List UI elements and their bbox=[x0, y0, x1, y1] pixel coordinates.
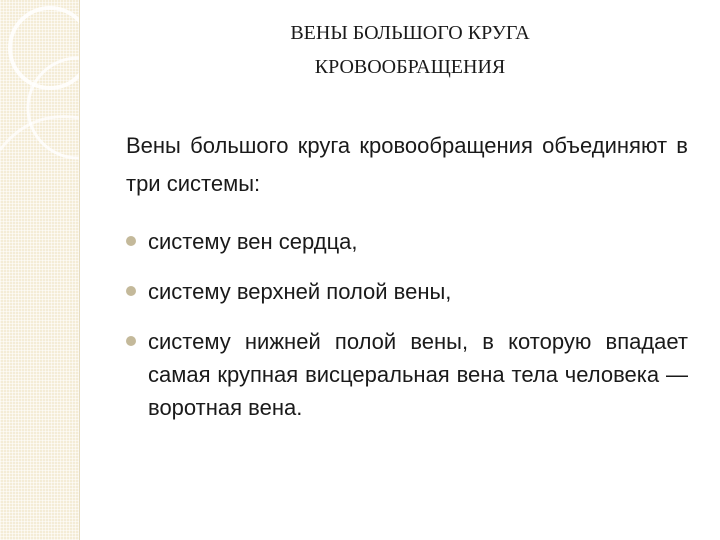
bullet-text: систему верхней полой вены, bbox=[148, 279, 452, 304]
bullet-list bbox=[126, 225, 688, 424]
title-line-2: КРОВООБРАЩЕНИЯ bbox=[314, 56, 506, 78]
decorative-side-strip bbox=[0, 0, 80, 540]
title-line-1: ВЕНЫ БОЛЬШОГО КРУГА bbox=[290, 22, 530, 44]
bullet-dot-icon bbox=[126, 286, 136, 296]
bullet-text: систему вен сердца, bbox=[148, 229, 358, 254]
bullet-item bbox=[126, 275, 688, 308]
bullet-dot-icon bbox=[126, 236, 136, 246]
bullet-item bbox=[126, 325, 688, 424]
bullet-item bbox=[126, 225, 688, 258]
slide-content bbox=[126, 127, 688, 441]
bullet-text: систему нижней полой вены, в которую впадает самая крупная висцеральная вена тела человека — воротная вена. bbox=[148, 329, 688, 420]
strip-edge-divider bbox=[79, 0, 80, 540]
decorative-circles-icon bbox=[0, 0, 80, 200]
slide-title bbox=[160, 16, 660, 84]
intro-paragraph: Вены большого круга кровообращения объединяют в три системы: bbox=[126, 133, 688, 196]
bullet-dot-icon bbox=[126, 336, 136, 346]
